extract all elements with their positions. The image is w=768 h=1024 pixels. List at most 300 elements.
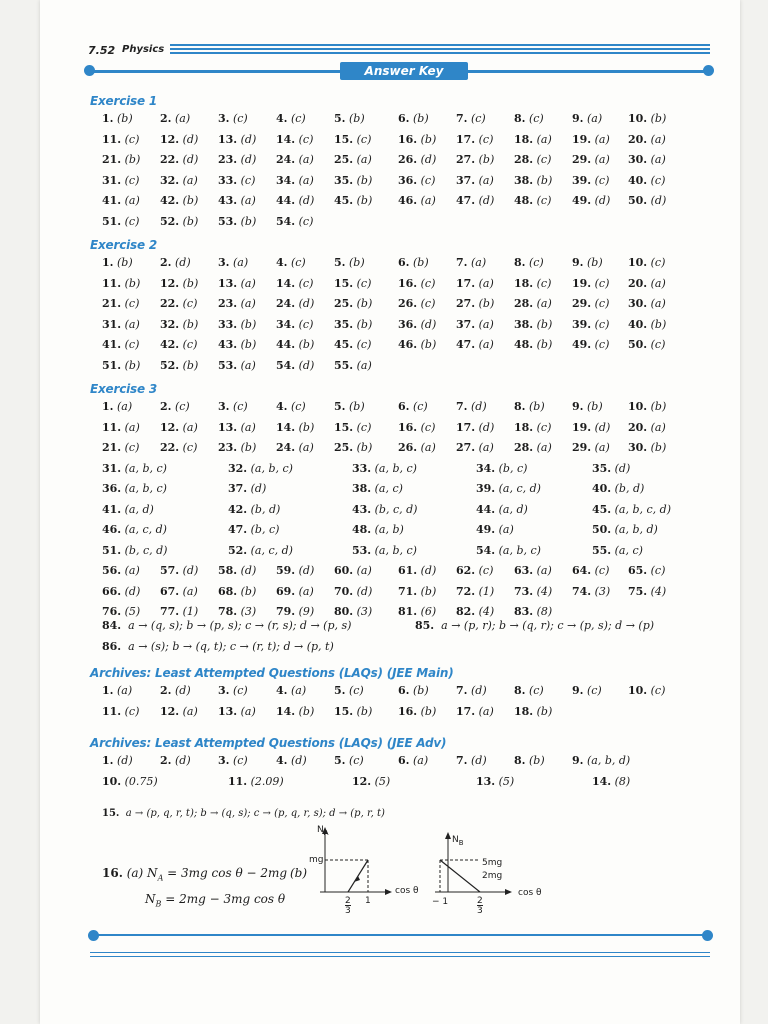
question-number: 37. xyxy=(228,482,248,495)
question-number: 15. xyxy=(334,276,354,290)
answer-item xyxy=(102,133,139,146)
answer-value: (a) xyxy=(182,584,198,598)
answer-value: (a) xyxy=(594,132,610,146)
answer-item xyxy=(102,318,140,331)
question-number: 46. xyxy=(398,338,418,351)
answer-item xyxy=(218,421,256,434)
answer-item xyxy=(456,585,494,598)
answer-item xyxy=(398,297,435,310)
answer-value: (d) xyxy=(124,584,141,598)
question-number: 46. xyxy=(102,523,122,536)
banner-dot-left xyxy=(84,65,95,76)
answer-item xyxy=(514,564,552,577)
question-number: 27. xyxy=(456,297,476,310)
answer-value: (a) xyxy=(182,173,198,187)
answer-value: (c) xyxy=(356,338,372,351)
answer-item xyxy=(334,338,371,351)
answer-value: (a, d) xyxy=(124,502,154,516)
question-number: 3. xyxy=(218,256,230,269)
question-number: 16. xyxy=(398,704,418,718)
question-number: 31. xyxy=(102,461,122,475)
answer-value: (c) xyxy=(298,276,314,290)
graph2-xlabel: cos θ xyxy=(518,888,542,898)
question-number: 43. xyxy=(218,338,238,351)
answer-value: (a) xyxy=(412,754,429,767)
question-number: 34. xyxy=(276,173,296,187)
answer-item xyxy=(514,277,551,290)
question-number: 9. xyxy=(572,112,584,125)
question-number: 35. xyxy=(334,173,354,187)
answer-item xyxy=(572,297,609,310)
answer-item xyxy=(218,215,256,228)
answer-item xyxy=(628,194,666,207)
question-number: 5. xyxy=(334,754,346,767)
answer-value: (b) xyxy=(536,317,553,331)
question-number: 61. xyxy=(398,564,418,577)
answer-item xyxy=(276,338,314,351)
answer-item xyxy=(628,277,666,290)
question-number: 25. xyxy=(334,153,354,166)
question-number: 30. xyxy=(628,441,648,454)
answer-value: (c) xyxy=(232,684,248,697)
question-number: 41. xyxy=(102,194,122,207)
question-number: 3. xyxy=(218,400,230,413)
question-number: 14. xyxy=(276,420,296,434)
question-number: 28. xyxy=(514,153,534,166)
answer-item xyxy=(352,775,390,788)
answer-value: (a) xyxy=(536,441,552,454)
question-number: 13. xyxy=(218,704,238,718)
answer-item xyxy=(456,400,487,413)
graph1-ylabel xyxy=(317,825,329,837)
answer-item xyxy=(456,684,487,697)
answer-value: (b) xyxy=(478,297,495,310)
answer-16-nb-eq: = 2mg − 3mg cos θ xyxy=(161,892,286,906)
answer-value: (b) xyxy=(412,112,429,125)
answer-value: (4) xyxy=(650,584,667,598)
question-number: 26. xyxy=(398,441,418,454)
answer-item xyxy=(334,359,372,372)
answer-item xyxy=(276,133,313,146)
answer-item xyxy=(334,194,372,207)
answer-item xyxy=(572,400,603,413)
answer-value: (c) xyxy=(594,338,610,351)
answer-value: (2.09) xyxy=(250,774,284,788)
answer-value: (a) xyxy=(124,420,140,434)
question-number: 8. xyxy=(514,112,526,125)
answer-item xyxy=(476,775,514,788)
answer-item xyxy=(628,441,666,454)
question-number: 47. xyxy=(456,194,476,207)
answer-value: (a) xyxy=(594,153,610,166)
answer-item xyxy=(160,215,198,228)
question-number: 38. xyxy=(352,482,372,495)
answer-item xyxy=(398,400,428,413)
answer-item xyxy=(628,133,666,146)
question-number: 33. xyxy=(218,317,238,331)
question-number: 32. xyxy=(160,173,180,187)
answer-item xyxy=(592,503,671,516)
answer-item xyxy=(514,174,552,187)
question-number: 12. xyxy=(352,774,372,788)
section-title: Exercise 2 xyxy=(90,238,158,252)
answer-item xyxy=(572,585,610,598)
answer-item xyxy=(102,112,133,125)
answer-item xyxy=(572,441,610,454)
answer-value: (b) xyxy=(116,256,133,269)
answer-value: (c) xyxy=(124,441,140,454)
question-number: 10. xyxy=(628,256,648,269)
answer-item xyxy=(334,564,372,577)
answer-value: (d) xyxy=(116,754,133,767)
answer-value: (a) xyxy=(240,276,256,290)
answer-value: (b) xyxy=(240,317,257,331)
graph1-ylabel-text: N xyxy=(317,825,324,835)
answer-item xyxy=(276,441,314,454)
answer-item xyxy=(456,277,494,290)
question-number: 29. xyxy=(572,297,592,310)
answer-item xyxy=(398,194,436,207)
answer-value: (a, c, d) xyxy=(498,482,541,495)
question-number: 35. xyxy=(334,317,354,331)
answer-item xyxy=(476,503,528,516)
answer-item xyxy=(352,544,417,557)
footer-rule-1 xyxy=(90,934,710,936)
question-number: 35. xyxy=(592,461,612,475)
question-number: 2. xyxy=(160,112,172,125)
answer-item xyxy=(592,462,630,475)
answer-value: (c) xyxy=(650,564,666,577)
question-number: 27. xyxy=(456,153,476,166)
answer-item xyxy=(352,523,404,536)
question-number: 1. xyxy=(102,684,114,697)
question-number: 43. xyxy=(352,502,372,516)
question-number: 14. xyxy=(592,774,612,788)
answer-value: (a) xyxy=(536,297,552,310)
answer-item xyxy=(572,174,609,187)
page-number: 7.52 xyxy=(88,44,116,57)
answer-value: (c) xyxy=(420,297,436,310)
question-number: 1. xyxy=(102,112,114,125)
answer-item xyxy=(102,462,167,475)
answer-value: (a) xyxy=(298,441,314,454)
question-number: 52. xyxy=(228,543,248,557)
answer-item xyxy=(456,297,494,310)
question-number: 20. xyxy=(628,420,648,434)
answer-item xyxy=(398,153,436,166)
question-number: 50. xyxy=(628,338,648,351)
question-number: 73. xyxy=(514,584,534,598)
answer-value: (a) xyxy=(240,194,256,207)
answer-value: (a) xyxy=(298,153,314,166)
answer-value: (a) xyxy=(356,358,372,372)
question-number: 21. xyxy=(102,297,122,310)
answer-value: (d) xyxy=(298,358,315,372)
answer-item xyxy=(334,585,372,598)
answer-value: (c) xyxy=(478,132,494,146)
answer-value: (b) xyxy=(182,317,199,331)
question-number: 6. xyxy=(398,112,410,125)
answer-item xyxy=(456,441,494,454)
graph2-xtick-den: 3 xyxy=(477,906,483,916)
answer-value: (c) xyxy=(124,214,140,228)
answer-value: (b) xyxy=(412,684,429,697)
question-number: 15. xyxy=(334,132,354,146)
answer-value: (c) xyxy=(232,754,248,767)
answer-value: (b) xyxy=(298,704,315,718)
answer-item xyxy=(218,112,248,125)
answer-value: (3) xyxy=(240,605,257,618)
question-number: 8. xyxy=(514,256,526,269)
answer-value: (a, b, c) xyxy=(250,461,293,475)
answer-value: (c) xyxy=(290,400,306,413)
answer-value: (b) xyxy=(536,338,553,351)
answer-item xyxy=(102,400,132,413)
answer-16-a-sub: A xyxy=(157,873,164,883)
answer-value: (a) xyxy=(356,564,372,577)
question-number: 3. xyxy=(218,684,230,697)
graph2-xtick-num: 2 xyxy=(477,896,483,906)
answer-item xyxy=(456,754,487,767)
answer-item xyxy=(572,112,602,125)
question-number: 63. xyxy=(514,564,534,577)
answer-item xyxy=(218,400,248,413)
answer-item xyxy=(102,359,140,372)
question-number: 54. xyxy=(276,358,296,372)
answer-item xyxy=(228,462,293,475)
answer-value: (b) xyxy=(240,441,257,454)
question-number: 50. xyxy=(628,194,648,207)
answer-value: (a, b, c) xyxy=(124,461,167,475)
question-number: 44. xyxy=(476,502,496,516)
answer-item xyxy=(160,256,191,269)
question-number: 52. xyxy=(160,358,180,372)
answer-item xyxy=(628,338,665,351)
question-number: 4. xyxy=(276,256,288,269)
answer-item xyxy=(514,400,545,413)
answer-16-b-label: (b) xyxy=(290,866,308,880)
answer-item xyxy=(628,297,666,310)
answer-value: (d) xyxy=(594,194,611,207)
question-number: 57. xyxy=(160,564,180,577)
answer-item xyxy=(276,400,306,413)
answer-value: (a) xyxy=(116,400,133,413)
question-number: 41. xyxy=(102,502,122,516)
question-number: 76. xyxy=(102,605,122,618)
answer-item xyxy=(628,421,666,434)
question-number: 17. xyxy=(456,704,476,718)
question-number: 13. xyxy=(218,132,238,146)
question-number: 49. xyxy=(476,523,496,536)
answer-item xyxy=(160,564,198,577)
question-number: 28. xyxy=(514,297,534,310)
question-number: 14. xyxy=(276,704,296,718)
answer-item xyxy=(572,133,610,146)
answer-item xyxy=(398,564,436,577)
answer-86-value: a → (s); b → (q, t); c → (r, t); d → (p, t) xyxy=(128,640,334,653)
question-number: 4. xyxy=(276,400,288,413)
answer-value: (a) xyxy=(182,704,198,718)
question-number: 12. xyxy=(160,132,180,146)
answer-15-adv: 15. a → (p, q, r, t); b → (q, s); c → (p, q, r, s); d → (p, r, t) xyxy=(102,808,385,819)
answer-value: (c) xyxy=(356,420,372,434)
question-number: 47. xyxy=(456,338,476,351)
answer-value: (6) xyxy=(420,605,437,618)
answer-value: (a) xyxy=(478,338,494,351)
answer-value: (a, c, d) xyxy=(250,543,293,557)
answer-item xyxy=(456,705,494,718)
answer-value: (a) xyxy=(650,420,666,434)
answer-value: (c) xyxy=(536,276,552,290)
answer-item xyxy=(592,523,658,536)
answer-item xyxy=(514,441,552,454)
question-number: 22. xyxy=(160,297,180,310)
answer-item xyxy=(334,441,372,454)
question-number: 26. xyxy=(398,297,418,310)
answer-value: (b, c, d) xyxy=(374,502,418,516)
answer-value: (b) xyxy=(240,338,257,351)
question-number: 2. xyxy=(160,754,172,767)
question-number: 79. xyxy=(276,605,296,618)
answer-value: (c) xyxy=(594,297,610,310)
answer-value: (a, c, d) xyxy=(124,523,167,536)
answer-item xyxy=(276,564,314,577)
answer-item xyxy=(398,421,435,434)
answer-value: (b) xyxy=(348,112,365,125)
question-number: 28. xyxy=(514,441,534,454)
answer-item xyxy=(628,564,665,577)
answer-value: (c) xyxy=(650,173,666,187)
answer-value: (c) xyxy=(124,173,140,187)
question-number: 45. xyxy=(592,502,612,516)
question-number: 25. xyxy=(334,297,354,310)
answer-item xyxy=(218,754,248,767)
question-number: 26. xyxy=(398,153,418,166)
question-number: 71. xyxy=(398,584,418,598)
answer-value: (c) xyxy=(298,132,314,146)
answer-item xyxy=(456,256,486,269)
answer-item xyxy=(334,174,372,187)
answer-value: (b) xyxy=(240,214,257,228)
answer-value: (a) xyxy=(232,256,249,269)
answer-value: (c) xyxy=(240,173,256,187)
answer-item xyxy=(276,174,314,187)
answer-value: (a, b, c) xyxy=(374,461,417,475)
question-number: 1. xyxy=(102,754,114,767)
answer-item xyxy=(398,133,436,146)
answer-item xyxy=(334,400,365,413)
question-number: 31. xyxy=(102,317,122,331)
answer-item xyxy=(160,194,198,207)
section-title: Exercise 1 xyxy=(90,94,158,108)
answer-value: (b) xyxy=(240,584,257,598)
answer-item xyxy=(160,297,197,310)
answer-value: (b) xyxy=(528,754,545,767)
answer-value: (d) xyxy=(470,400,487,413)
graph2-xtick-neg: − 1 xyxy=(432,897,449,907)
answer-item xyxy=(334,297,372,310)
question-number: 39. xyxy=(572,173,592,187)
answer-item xyxy=(276,153,314,166)
answer-16-a-eq: = 3mg cos θ − 2mg xyxy=(163,866,288,880)
answer-value: (c) xyxy=(594,276,610,290)
answer-item xyxy=(334,153,372,166)
answer-item xyxy=(476,462,527,475)
answer-item xyxy=(228,482,266,495)
answer-item xyxy=(572,421,610,434)
graph2-ylabel xyxy=(452,835,464,847)
answer-value: (a) xyxy=(536,132,552,146)
answer-item xyxy=(334,684,364,697)
answer-value: (d) xyxy=(240,564,257,577)
answer-value: (a, b, c) xyxy=(124,482,167,495)
answer-value: (c) xyxy=(124,132,140,146)
question-number: 42. xyxy=(228,502,248,516)
question-number: 16. xyxy=(398,276,418,290)
question-number: 62. xyxy=(456,564,476,577)
answer-item xyxy=(334,133,371,146)
question-number: 12. xyxy=(160,276,180,290)
answer-value: (a) xyxy=(174,112,191,125)
answer-item xyxy=(102,277,140,290)
answer-value: (c) xyxy=(124,338,140,351)
answer-value: (a) xyxy=(420,194,436,207)
question-number: 49. xyxy=(572,194,592,207)
answer-value: (b) xyxy=(182,358,199,372)
answer-value: (b) xyxy=(124,276,141,290)
question-number: 83. xyxy=(514,605,534,618)
answer-item xyxy=(276,112,306,125)
answer-value: (c) xyxy=(536,420,552,434)
answer-item xyxy=(160,421,198,434)
answer-value: (d) xyxy=(290,754,307,767)
answer-value: (d) xyxy=(298,194,315,207)
question-number: 53. xyxy=(218,214,238,228)
answer-item xyxy=(514,605,552,618)
question-number: 68. xyxy=(218,584,238,598)
answer-item xyxy=(456,194,494,207)
answer-item xyxy=(592,775,630,788)
question-number: 55. xyxy=(592,543,612,557)
answer-value: (c) xyxy=(650,338,666,351)
question-number: 48. xyxy=(514,194,534,207)
footer-dot-right xyxy=(702,930,713,941)
answer-value: (d) xyxy=(240,132,257,146)
answer-84: 84. a → (q, s); b → (p, s); c → (r, s); d → (p, s) xyxy=(102,619,352,632)
answer-value: (a) xyxy=(470,256,487,269)
answer-value: (a) xyxy=(498,523,514,536)
answer-value: (d) xyxy=(420,317,437,331)
question-number: 70. xyxy=(334,584,354,598)
answer-item xyxy=(276,605,314,618)
question-number: 55. xyxy=(334,358,354,372)
answer-value: (c) xyxy=(182,441,198,454)
answer-item xyxy=(276,705,314,718)
answer-value: (d) xyxy=(298,564,315,577)
answer-value: (b, c) xyxy=(498,461,528,475)
answer-16-a: 16. (a) $N_A = 3mg$ cos θ − 2mg xyxy=(102,866,288,883)
graph1-xtick-num: 2 xyxy=(345,896,351,906)
answer-item xyxy=(218,318,256,331)
answer-value: (a) xyxy=(240,420,256,434)
answer-item xyxy=(218,684,248,697)
question-number: 5. xyxy=(334,256,346,269)
answer-value: (c) xyxy=(348,754,364,767)
answer-item xyxy=(102,585,140,598)
answer-value: (b) xyxy=(348,400,365,413)
answer-value: (a, b, c) xyxy=(374,543,417,557)
answer-item xyxy=(160,318,198,331)
